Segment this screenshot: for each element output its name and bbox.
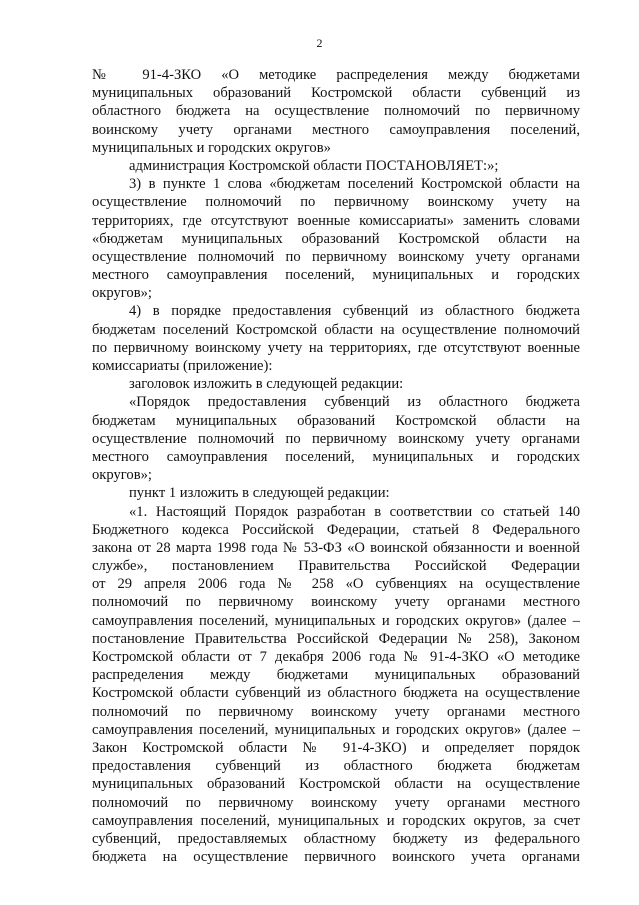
text-line: бюджета на осуществление первичного воинского учета органами xyxy=(92,849,580,866)
text-line: комиссариаты (приложение): xyxy=(92,358,273,374)
text-line: Закон Костромской области № 91-4-ЗКО) и определяет порядок xyxy=(92,739,580,756)
text-line: бюджетам поселений Костромской области на осуществление полномочий xyxy=(92,321,580,338)
text-line: воинскому учету органами местного самоуправления поселений, xyxy=(92,121,580,138)
text-line: местного самоуправления поселений, муниципальных и городских xyxy=(92,448,580,465)
text-line: закона от 28 марта 1998 года № 53-ФЗ «О воинской обязанности и военной xyxy=(92,539,580,556)
text-line: Костромской области от 7 декабря 2006 года № 91-4-ЗКО «О методике xyxy=(92,649,580,665)
text-line: субвенций, предоставляемых областному бюджету из федерального xyxy=(92,830,580,847)
text-line: полномочий по первичному воинскому учету органами местного xyxy=(92,703,580,720)
text-line: территориях, где отсутствуют военные комиссариаты» заменить словами xyxy=(92,212,580,229)
text-line: округов»; xyxy=(92,467,152,484)
document-body xyxy=(92,66,580,866)
text-line: № 91-4-ЗКО «О методике распределения между бюджетами xyxy=(92,67,580,83)
text-line: 4) в порядке предоставления субвенций из областного бюджета xyxy=(129,303,580,320)
text-line: самоуправления поселений, муниципальных и городских округов, за счет xyxy=(92,812,580,829)
text-line: Костромской области субвенций из областного бюджета на осуществление xyxy=(92,685,580,702)
text-line: заголовок изложить в следующей редакции: xyxy=(129,376,404,393)
text-line: администрация Костромской области ПОСТАНОВЛЯЕТ:»; xyxy=(129,157,499,174)
text-line: муниципальных образований Костромской области субвенций из xyxy=(92,85,580,102)
text-line: полномочий по первичному воинскому учету органами местного xyxy=(92,794,580,811)
text-line: постановление Правительства Российской Федерации № 258), Законом xyxy=(92,630,580,647)
text-line: 3) в пункте 1 слова «бюджетам поселений Костромской области на xyxy=(129,176,580,193)
text-line: осуществление полномочий по первичному воинскому учету на xyxy=(92,194,580,211)
text-line: полномочий по первичному воинскому учету органами местного xyxy=(92,594,580,611)
text-line: местного самоуправления поселений, муниципальных и городских xyxy=(92,267,580,284)
page-number: 2 xyxy=(316,36,323,50)
text-line: областного бюджета на осуществление полномочий по первичному xyxy=(92,103,580,120)
text-line: пункт 1 изложить в следующей редакции: xyxy=(129,485,390,502)
text-line: муниципальных и городских округов» xyxy=(92,139,331,156)
text-line: от 29 апреля 2006 года № 258 «О субвенциях на осуществление xyxy=(92,576,580,593)
text-line: бюджетам муниципальных образований Костромской области на xyxy=(92,412,580,429)
text-line: «бюджетам муниципальных образований Костромской области на xyxy=(92,230,580,247)
text-line: осуществление полномочий по первичному воинскому учету органами xyxy=(92,248,580,265)
text-line: по первичному воинскому учету на территориях, где отсутствуют военные xyxy=(92,339,580,356)
text-line: службе», постановлением Правительства Российской Федерации xyxy=(92,558,580,575)
text-line: «Порядок предоставления субвенций из областного бюджета xyxy=(129,394,580,411)
text-line: «1. Настоящий Порядок разработан в соответствии со статьей 140 xyxy=(129,503,580,520)
text-line: самоуправления поселений, муниципальных и городских округов» (далее – xyxy=(92,612,580,629)
text-line: самоуправления поселений, муниципальных и городских округов» (далее – xyxy=(92,721,580,738)
text-line: распределения между бюджетами муниципальных образований xyxy=(92,667,580,684)
text-line: осуществление полномочий по первичному воинскому учету органами xyxy=(92,430,580,447)
text-line: предоставления субвенций из областного бюджета бюджетам xyxy=(92,758,580,775)
text-line: округов»; xyxy=(92,285,152,302)
text-line: Бюджетного кодекса Российской Федерации, статьей 8 Федерального xyxy=(92,521,580,538)
text-line: муниципальных образований Костромской области на осуществление xyxy=(92,776,580,793)
